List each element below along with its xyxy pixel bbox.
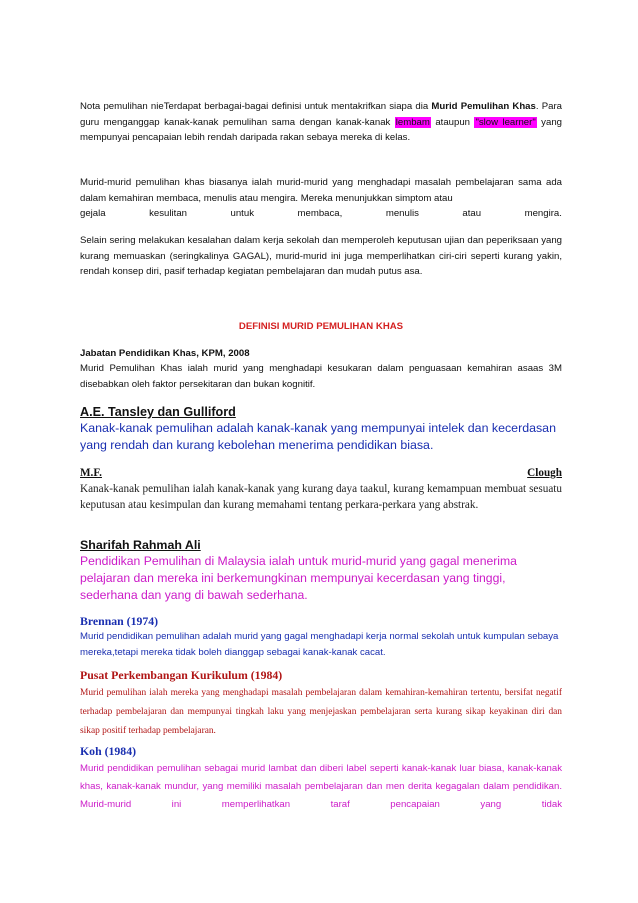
section-title: DEFINISI MURID PEMULIHAN KHAS [238, 321, 404, 332]
paragraph-2-last-line [80, 206, 562, 222]
definition-heading: A.E. Tansley dan Gulliford [80, 405, 236, 419]
highlight-lembam: lembam [395, 116, 430, 128]
word: mengira. [524, 208, 562, 220]
definition-text: Murid pemulihan ialah mereka yang menghadapi masalah pembelajaran dalam kemahiran-kemahiran tertentu, bersifat negatif terhadap pembelajaran dan mempunyai tingkah laku yang menjejaskan pembelajaran serta kurang sikap keyakinan diri dan sikap positif terhadap pembelajaran. [80, 688, 562, 736]
word: atau [462, 208, 482, 220]
definition-text: Kanak-kanak pemulihan ialah kanak-kanak yang kurang daya taakul, kurang kemampuan membuat sesuatu keputusan atau kesimpulan dan kurang memahami tentang perkara-perkara yang abstrak. [80, 483, 562, 512]
paragraph-3: Selain sering melakukan kesalahan dalam kerja sekolah dan memperoleh keputusan ujian dan peperiksaan yang kurang memuaskan (seringkalinya GAGAL), murid-murid ini juga memperlihatkan ciri-ciri seperti kurang yakin, rendah konsep diri, pasif terhadap kegiatan pembelajaran dan mudah putus asa. [80, 235, 562, 278]
highlight-slow-learner: "slow learner" [475, 116, 536, 128]
definition-heading: Brennan (1974) [80, 614, 159, 628]
paragraph-2-text: Murid-murid pemulihan khas biasanya ialah murid-murid yang menghadapi masalah pembelajaran sama ada dalam kemahiran membaca, menulis atau mengira. Mereka menunjukkan simptom atau [80, 177, 562, 204]
word: membaca, [297, 208, 343, 220]
intro-paragraph [80, 99, 562, 146]
heading-left: M.F. [80, 467, 102, 479]
definition-text: Kanak-kanak pemulihan adalah kanak-kanak yang mempunyai intelek dan kecerdasan yang rendah dan kurang kebolehan menerima pendidikan biasa. [80, 421, 556, 452]
intro-text-2: . Para guru menganggap kanak-kanak pemulihan sama dengan kanak-kanak [80, 101, 562, 128]
definition-heading: Pusat Perkembangan Kurikulum (1984) [80, 668, 283, 682]
definition-text: Murid pendidikan pemulihan adalah murid yang gagal menghadapi kerja normal sekolah untuk kumpulan sebaya mereka,tetapi mereka tidak boleh dianggap sebagai kanak-kanak cacat. [80, 631, 559, 658]
definition-brennan [80, 613, 562, 661]
definition-heading: Koh (1984) [80, 744, 137, 758]
intro-bold-term: Murid Pemulihan Khas [431, 101, 536, 112]
word: kesulitan [149, 208, 187, 220]
definition-heading [80, 465, 562, 481]
intro-text-4: yang mempunyai pencapaian lebih rendah daripada rakan sebaya mereka di kelas. [80, 116, 562, 144]
word: gejala [80, 208, 106, 220]
definition-tansley [80, 404, 562, 454]
definition-heading: Sharifah Rahmah Ali [80, 538, 201, 552]
definition-jabatan [80, 347, 562, 392]
heading-right: Clough [527, 467, 562, 479]
definition-koh [80, 743, 562, 814]
definition-text: Pendidikan Pemulihan di Malaysia ialah untuk murid-murid yang gagal menerima pelajaran dan mereka ini berkemungkinan mempunyai kecerdasan yang tinggi, sederhana dan yang di bawah sederhana. [80, 554, 517, 602]
definition-sharifah [80, 537, 562, 604]
paragraph-2 [80, 175, 562, 222]
word: menulis [385, 208, 419, 220]
intro-text-1: Nota pemulihan nieTerdapat berbagai-bagai definisi untuk mentakrifkan siapa dia [80, 101, 432, 112]
definition-text: Murid pendidikan pemulihan sebagai murid lambat dan diberi label seperti kanak-kanak luar biasa, kanak-kanak khas, kanak-kanak mundur, yang memiliki masalah pembelajaran dan men derita kegagalan dalam pendidikan. Murid-murid ini memperlihatkan taraf pencapaian yang tidak [80, 763, 562, 810]
definition-text: Murid Pemulihan Khas ialah murid yang menghadapi kesukaran dalam penguasaan kemahiran asaas 3M disebabkan oleh faktor persekitaran dan bukan kognitif. [80, 363, 562, 390]
definition-clough [80, 465, 562, 513]
definition-pusat-kurikulum [80, 667, 562, 741]
definition-heading: Jabatan Pendidikan Khas, KPM, 2008 [80, 348, 250, 359]
intro-text-3: ataupun [430, 116, 475, 128]
word: untuk [230, 208, 254, 220]
